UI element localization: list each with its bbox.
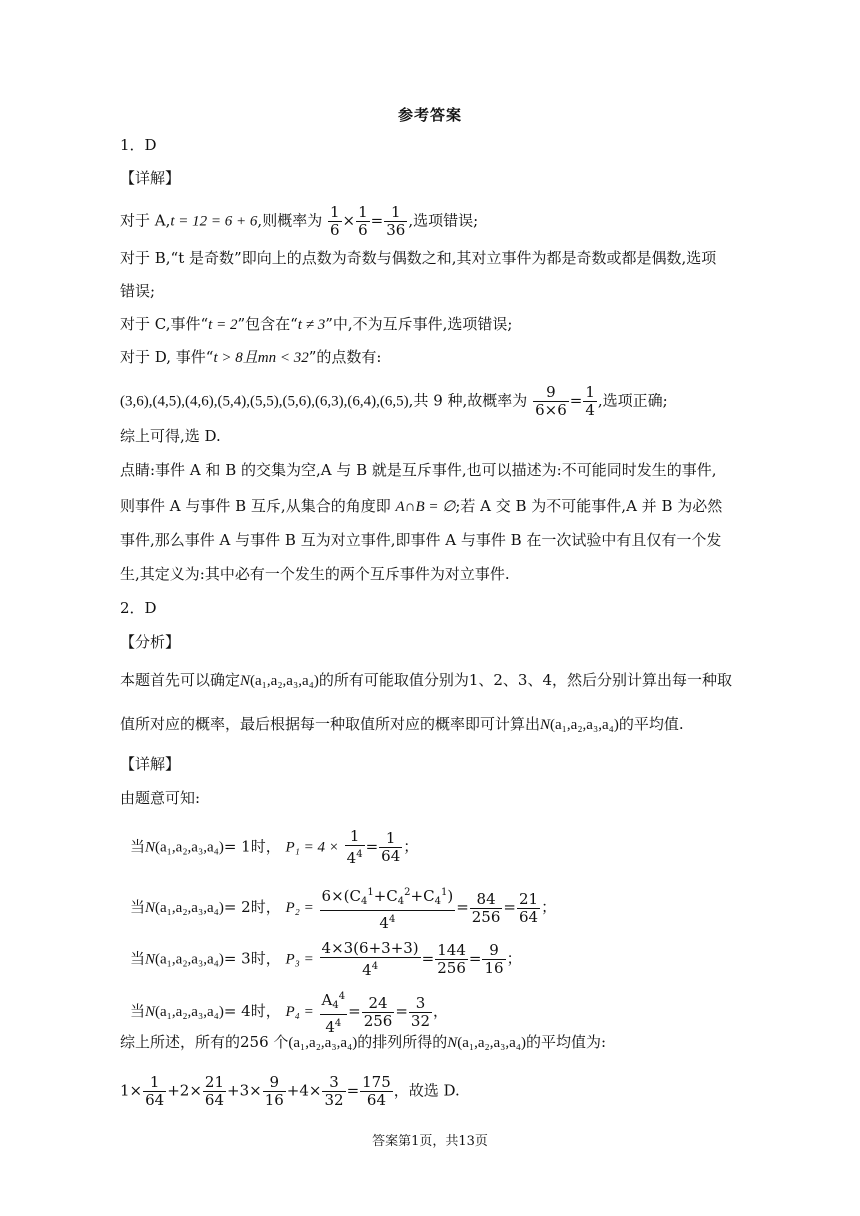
q1-note-line2: 则事件 A 与事件 B 互斥,从集合的角度即 A∩B = ∅;若 A 交 B 为不可能事件,A 并 B 为必然	[120, 497, 723, 515]
fraction-9-over-36: $\frac{9}{6\times 6}$	[535, 383, 567, 419]
q1-note-line3: 事件,那么事件 A 与事件 B 互为对立事件,即事件 A 与事件 B 在一次试验中有且仅有一个发	[120, 531, 722, 549]
q1-points-line: (3,6),(4,5),(4,6),(5,4),(5,5),(5,6),(6,3),(6,4),(6,5),共 9 种,故概率为 $\frac{9}{6\times 6}$ = $\frac{1}{4}$ ,选项正确;	[120, 383, 668, 419]
fraction-A44-over-4-pow-4: $\frac{A_4^4}{4^4}$	[320, 988, 348, 1036]
q1-note-line4: 生,其定义为:其中必有一个发生的两个互斥事件为对立事件.	[120, 565, 510, 583]
fraction-175-over-64: $\frac{175}{64}$	[362, 1073, 391, 1109]
q2-case-3: 当N(a₁,a₂,a₃,a₄)= 3时， P₃ = $\frac{4\times 3(6+3+3)}{4^4}$ = $\frac{144}{256}$ = $\frac{9}{16}$ ；	[130, 939, 522, 979]
q1-option-d: 对于 D, 事件“t > 8且mn < 32”的点数有:	[120, 348, 382, 366]
fraction-144-numerator: $\frac{4\times 3(6+3+3)}{4^4}$	[321, 939, 419, 979]
fraction-3-over-32: $\frac{3}{32}$	[324, 1073, 344, 1109]
page-title: 参考答案	[397, 106, 462, 124]
fraction-21-over-64: $\frac{21}{64}$	[518, 889, 539, 926]
fraction-1-over-4-pow-4: $\frac{1}{4^4}$	[346, 827, 363, 867]
fraction-144-over-256: $\frac{144}{256}$	[437, 941, 466, 977]
fraction-one-sixth: $\frac{1}{6}$	[358, 203, 368, 239]
fraction-21-over-64: $\frac{21}{64}$	[204, 1073, 224, 1109]
q1-summary: 综上可得,选 D.	[120, 427, 221, 445]
q2-conclusion: 综上所述，所有的256 个(a₁,a₂,a₃,a₄)的排列所得的N(a₁,a₂,a₃,a₄)的平均值为:	[120, 1033, 607, 1051]
fraction-combination-sum: $\frac{6\times(C_4^1+C_4^2+C_4^1)}{4^4}$	[320, 884, 456, 932]
q1-option-b-line2: 错误;	[120, 282, 156, 300]
q1-option-a: 对于 A,t = 12 = 6 + 6,则概率为 $\frac{1}{6}$ × $\frac{1}{6}$ = $\frac{1}{36}$ ,选项错误;	[120, 203, 479, 239]
fraction-one-sixth: $\frac{1}{6}$	[329, 203, 340, 239]
fraction-9-over-16: $\frac{9}{16}$	[484, 941, 504, 977]
q2-analysis-line1: 本题首先可以确定N(a₁,a₂,a₃,a₄)的所有可能取值分别为1、2、3、4，然后分别计算出每一种取	[120, 671, 733, 689]
q1-option-c: 对于 C,事件“t = 2”包含在“t ≠ 3”中,不为互斥事件,选项错误;	[120, 315, 513, 333]
q2-final-average: 1× $\frac{1}{64}$ +2× $\frac{21}{64}$ +3× $\frac{9}{16}$ +4× $\frac{3}{32}$ = $\frac{175}{64}$ ，故选 D.	[120, 1073, 460, 1109]
page-footer: 答案第1页，共13页	[372, 1134, 488, 1149]
q2-analysis-tag: 【分析】	[120, 633, 181, 651]
q2-detail-tag: 【详解】	[120, 755, 181, 773]
q1-answer: 1．D	[120, 136, 157, 154]
q1-option-b-line1: 对于 B,“t 是奇数”即向上的点数为奇数与偶数之和,其对立事件为都是奇数或都是偶数,选项	[120, 249, 717, 267]
q2-known: 由题意可知:	[120, 789, 201, 807]
fraction-3-over-32: $\frac{3}{32}$	[410, 993, 431, 1030]
q1-note-line1: 点睛:事件 A 和 B 的交集为空,A 与 B 就是互斥事件,也可以描述为:不可能同时发生的事件,	[120, 461, 717, 479]
fraction-84-over-256: $\frac{84}{256}$	[471, 889, 501, 926]
q2-case-4: 当N(a₁,a₂,a₃,a₄)= 4时， P₄ = $\frac{A_4^4}{4^4}$ = $\frac{24}{256}$ = $\frac{3}{32}$ ，	[130, 988, 742, 1036]
q2-answer: 2．D	[120, 599, 157, 617]
fraction-24-over-256: $\frac{24}{256}$	[363, 993, 393, 1030]
q2-case-2: 当N(a₁,a₂,a₃,a₄)= 2时， P₂ = $\frac{6\times(C_4^1+C_4^2+C_4^1)}{4^4}$ = $\frac{84}{256}$ = $\frac{21}{64}$ ；	[130, 884, 742, 932]
fraction-one-36: $\frac{1}{36}$	[386, 203, 406, 239]
q2-analysis-line2: 值所对应的概率，最后根据每一种取值所对应的概率即可计算出N(a₁,a₂,a₃,a₄)的平均值.	[120, 715, 684, 733]
fraction-one-quarter: $\frac{1}{4}$	[585, 383, 595, 419]
fraction-1-over-64: $\frac{1}{64}$	[145, 1073, 165, 1109]
fraction-9-over-16: $\frac{9}{16}$	[264, 1073, 284, 1109]
q2-case-1: 当N(a₁,a₂,a₃,a₄)= 1时， P₁ = 4 × $\frac{1}{4^4}$ = $\frac{1}{64}$ ；	[130, 827, 419, 867]
fraction-1-over-64: $\frac{1}{64}$	[381, 829, 401, 865]
q1-detail-tag: 【详解】	[120, 169, 181, 187]
